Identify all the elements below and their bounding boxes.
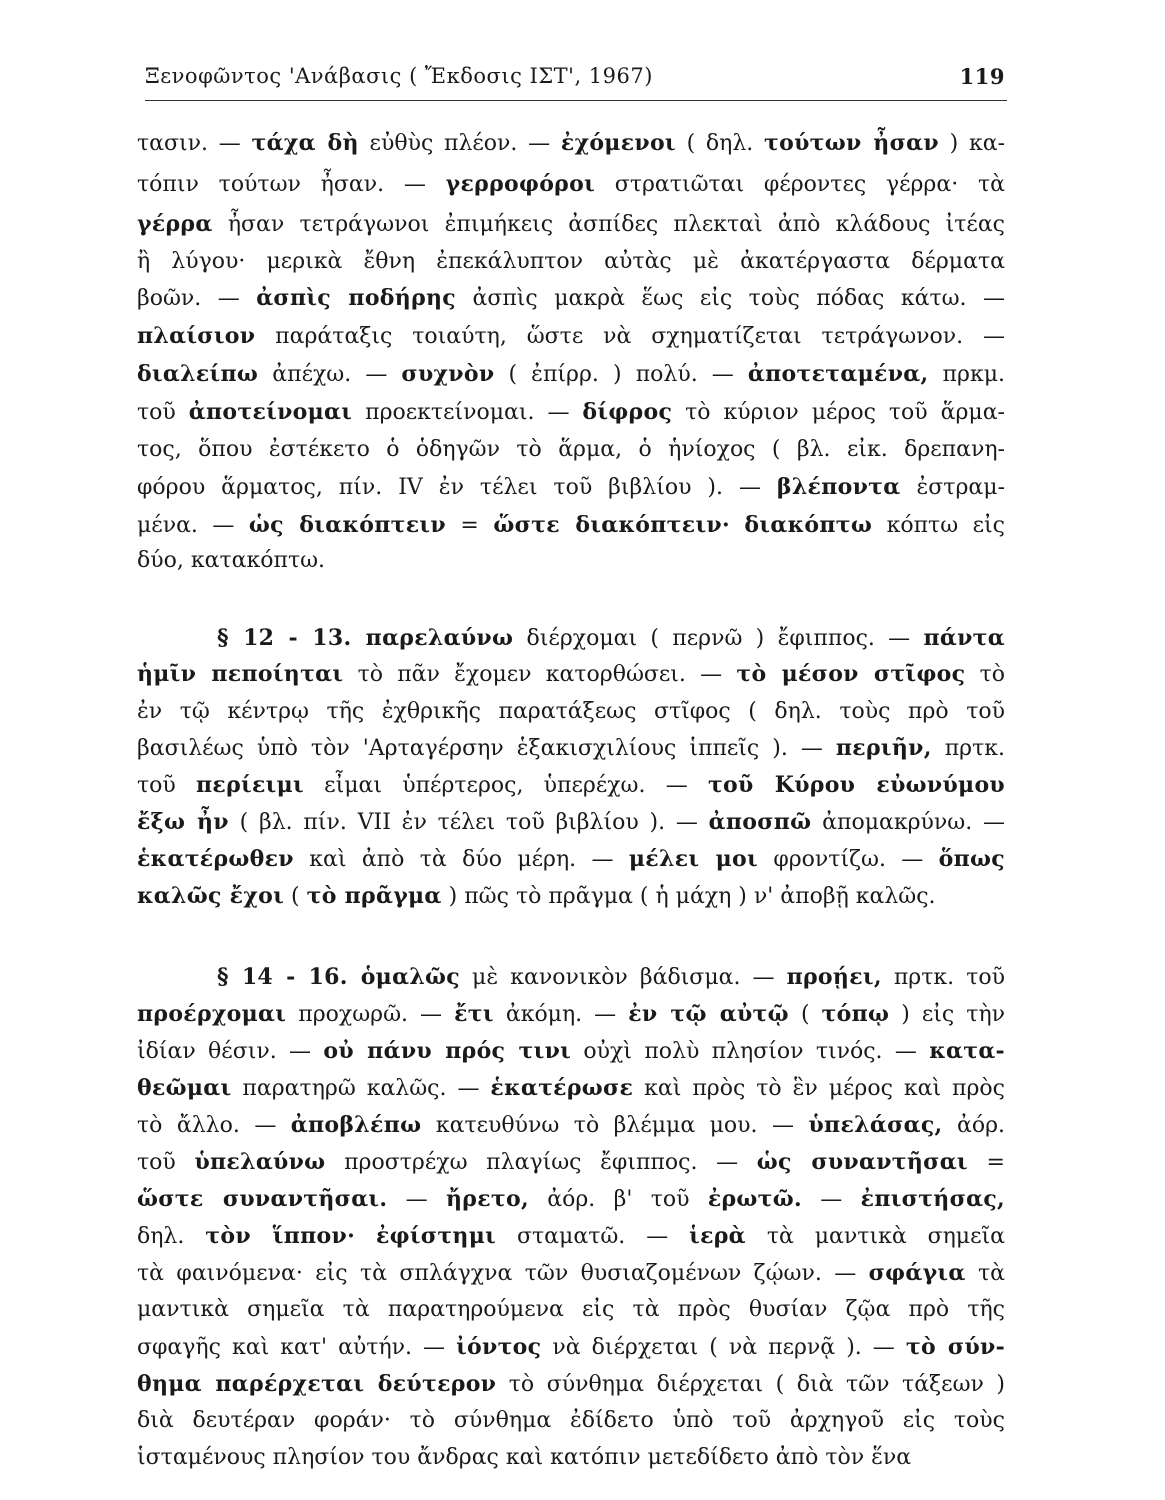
lemma-term: ἐν τῷ αὐτῷ	[628, 1001, 789, 1027]
lemma-term: § 14 - 16. ὁμαλῶς	[217, 964, 460, 990]
page-number: 119	[959, 64, 1005, 89]
text-line	[137, 730, 1005, 766]
text-line	[137, 996, 1005, 1032]
text-line	[137, 841, 1005, 877]
gloss-text: πρτκ.	[931, 736, 1005, 761]
lemma-term: ἐπιστήσας,	[860, 1186, 1005, 1212]
gloss-text: ἱσταμένους πλησίον του ἄνδρας καὶ κατόπιν μετεδίδετο ἀπὸ τὸν ἕνα	[137, 1445, 912, 1470]
lemma-term: ἀποσπῶ	[708, 809, 812, 835]
text-line	[137, 543, 1005, 579]
gloss-text: σφαγῆς καὶ κατ' αὐτήν. —	[137, 1335, 457, 1360]
gloss-text: δύο, κατακόπτω.	[137, 548, 326, 573]
lemma-term: ἔτι	[454, 1001, 494, 1027]
gloss-text: μένα. —	[137, 513, 249, 538]
gloss-text: ἐστραμ-	[900, 475, 1005, 500]
gloss-text: τὸ σύνθημα διέρχεται ( διὰ τῶν τάξεων )	[496, 1372, 1005, 1397]
text-line	[137, 694, 1005, 730]
gloss-text: μαντικὰ σημεῖα τὰ παρατηρούμενα εἰς τὰ πρὸς θυσίαν ζῷα πρὸ τῆς	[137, 1297, 1005, 1322]
text-line	[137, 1070, 1005, 1106]
gloss-text: (	[788, 1002, 822, 1027]
lemma-term: ἑκατέρωσε	[490, 1075, 634, 1101]
text-line	[137, 1181, 1005, 1217]
text-line	[137, 356, 1005, 392]
lemma-term: πλαίσιον	[137, 323, 256, 349]
gloss-text: δηλ.	[137, 1224, 206, 1249]
text-line	[137, 1292, 1005, 1328]
lemma-term: ὑπελάσας,	[808, 1112, 943, 1138]
lemma-term: τὸν ἵππον·	[205, 1223, 356, 1249]
lemma-term: διακόπτω	[744, 512, 873, 538]
gloss-text: τοῦ	[137, 400, 189, 425]
lemma-term: θημα παρέρχεται δεύτερον	[137, 1371, 497, 1397]
gloss-text: φροντίζω. —	[757, 847, 939, 872]
text-line	[137, 507, 1005, 543]
lemma-term: ἀποτεταμένα,	[747, 361, 929, 387]
lemma-term: § 12 - 13. παρελαύνω	[217, 625, 514, 651]
gloss-text: διέρχομαι ( περνῶ ) ἔφιππος. —	[513, 626, 924, 651]
gloss-text: τόπιν τούτων ἦσαν. —	[137, 172, 446, 197]
text-line	[137, 767, 1005, 803]
gloss-text: τοῦ	[137, 773, 197, 798]
lemma-term: διαλείπω	[137, 361, 259, 387]
gloss-text: τασιν. —	[137, 131, 252, 156]
lemma-term: ἤρετο,	[446, 1186, 529, 1212]
lemma-term: τόπῳ	[821, 1001, 890, 1027]
text-line	[137, 280, 1005, 316]
gloss-text: εὐθὺς πλέον. —	[358, 131, 561, 156]
gloss-text: =	[967, 1150, 1005, 1175]
gloss-text: προστρέχω πλαγίως ἔφιππος. —	[325, 1150, 757, 1175]
text-line	[137, 804, 1005, 840]
text-line	[137, 244, 1005, 280]
gloss-text: ) εἰς τὴν	[889, 1002, 1005, 1027]
text-line	[137, 1218, 1005, 1254]
gloss-text: διὰ δευτέραν φοράν· τὸ σύνθημα ἐδίδετο ὑπὸ τοῦ ἀρχηγοῦ εἰς τοὺς	[137, 1408, 1005, 1433]
text-line	[137, 1144, 1005, 1180]
text-line	[137, 206, 1005, 242]
gloss-text: φόρου ἅρματος, πίν. IV ἐν τέλει τοῦ βιβλίου ). —	[137, 475, 777, 500]
lemma-term: ὡς συναντῆσαι	[756, 1149, 968, 1175]
text-line	[137, 1440, 1005, 1476]
lemma-term: καλῶς ἔχοι	[137, 883, 285, 909]
text-line	[137, 959, 1005, 995]
gloss-text: ἦσαν τετράγωνοι ἐπιμήκεις ἀσπίδες πλεκταὶ ἀπὸ κλάδους ἰτέας	[212, 212, 1005, 237]
gloss-text: —	[387, 1187, 446, 1212]
lemma-term: περιῆν,	[835, 735, 932, 761]
text-line	[137, 394, 1005, 430]
lemma-term: τὸ πρᾶγμα	[306, 883, 442, 909]
gloss-text: —	[801, 1187, 861, 1212]
gloss-text: προεκτείνομαι. —	[352, 400, 583, 425]
text-line	[137, 432, 1005, 468]
text-line	[137, 1403, 1005, 1439]
gloss-text: τοῦ	[137, 1150, 195, 1175]
gloss-text: πρτκ. τοῦ	[881, 965, 1005, 990]
gloss-text: τὸ πᾶν ἔχομεν κατορθώσει. —	[343, 662, 737, 687]
lemma-term: γερροφόροι	[445, 171, 596, 197]
lemma-term: δίφρος	[582, 399, 673, 425]
gloss-text: (	[284, 884, 307, 909]
lemma-term: ἐφίστημι	[375, 1223, 497, 1249]
lemma-term: ἔξω ἦν	[137, 809, 229, 835]
gloss-text: ( βλ. πίν. VII ἐν τέλει τοῦ βιβλίου ). —	[228, 810, 709, 835]
text-line	[137, 1255, 1005, 1291]
lemma-term: μέλει μοι	[628, 846, 758, 872]
gloss-text: ( ἐπίρρ. ) πολύ. —	[494, 362, 748, 387]
lemma-term: ἀποτείνομαι	[188, 399, 353, 425]
running-header	[145, 58, 1007, 101]
gloss-text: ) πῶς τὸ πρᾶγμα ( ἡ μάχη ) ν' ἀποβῇ καλῶς.	[441, 884, 936, 909]
text-line	[137, 125, 1005, 161]
lemma-term: ἀποβλέπω	[290, 1112, 422, 1138]
gloss-text: σταματῶ. —	[496, 1224, 690, 1249]
text-line	[137, 166, 1005, 202]
lemma-term: περίειμι	[196, 772, 304, 798]
lemma-term: πάντα	[923, 625, 1005, 651]
lemma-term: ὡς διακόπτειν	[248, 512, 446, 538]
lemma-term: προέρχομαι	[137, 1001, 287, 1027]
gloss-text: ἐν τῷ κέντρῳ τῆς ἐχθρικῆς παρατάξεως στῖφος ( δηλ. τοὺς πρὸ τοῦ	[137, 699, 1005, 724]
gloss-text: τὰ φαινόμενα· εἰς τὰ σπλάγχνα τῶν θυσιαζομένων ζῴων. —	[137, 1261, 869, 1286]
gloss-text: οὐχὶ πολὺ πλησίον τινός. —	[571, 1039, 930, 1064]
lemma-term: θεῶμαι	[137, 1075, 232, 1101]
gloss-text: ( δηλ.	[675, 131, 765, 156]
gloss-text: τὰ	[965, 1261, 1005, 1286]
lemma-term: ὥστε συναντῆσαι.	[137, 1186, 388, 1212]
gloss-text: κόπτω εἰς	[872, 513, 1005, 538]
gloss-text: ἀσπὶς μακρὰ ἕως εἰς τοὺς πόδας κάτω. —	[456, 286, 1005, 311]
text-line	[137, 318, 1005, 354]
text-line	[137, 1033, 1005, 1069]
text-line	[137, 878, 1005, 914]
lemma-term: ἐχόμενοι	[560, 130, 676, 156]
lemma-term: ἱερὰ	[689, 1223, 746, 1249]
lemma-term: κατα-	[929, 1038, 1005, 1064]
gloss-text: ἀόρ.	[942, 1113, 1005, 1138]
gloss-text: τος, ὅπου ἐστέκετο ὁ ὁδηγῶν τὸ ἅρμα, ὁ ἡνίοχος ( βλ. εἰκ. δρεπανη-	[137, 437, 1005, 462]
gloss-text: νὰ διέρχεται ( νὰ περνᾷ ). —	[541, 1335, 906, 1360]
lemma-term: ἰόντος	[456, 1334, 542, 1360]
lemma-term: προῄει,	[786, 964, 882, 990]
lemma-term: βλέποντα	[776, 474, 901, 500]
lemma-term: ἐρωτῶ.	[707, 1186, 802, 1212]
gloss-text: κατευθύνω τὸ βλέμμα μου. —	[421, 1113, 809, 1138]
lemma-term: ἑκατέρωθεν	[137, 846, 294, 872]
lemma-term: ἀσπὶς ποδήρης	[256, 285, 456, 311]
gloss-text: πρκμ.	[928, 362, 1005, 387]
gloss-text: ἀπέχω. —	[258, 362, 402, 387]
text-line	[137, 1366, 1005, 1402]
lemma-term: τάχα δὴ	[251, 130, 359, 156]
gloss-text: βασιλέως ὑπὸ τὸν 'Αρταγέρσην ἑξακισχιλίους ἱππεῖς ). —	[137, 736, 836, 761]
text-line	[137, 1107, 1005, 1143]
gloss-text: ἀόρ. β' τοῦ	[528, 1187, 708, 1212]
gloss-text: προχωρῶ. —	[286, 1002, 455, 1027]
lemma-term: τὸ σύν-	[905, 1334, 1005, 1360]
gloss-text	[730, 513, 745, 538]
text-line	[137, 620, 1005, 656]
gloss-text: ) κα-	[938, 131, 1005, 156]
text-line	[137, 1329, 1005, 1365]
lemma-term: οὐ πάνυ πρός τινι	[323, 1038, 572, 1064]
gloss-text: ἢ λύγου· μερικὰ ἔθνη ἐπεκάλυπτον αὐτὰς μὲ ἀκατέργαστα δέρματα	[137, 249, 1005, 274]
text-line	[137, 469, 1005, 505]
gloss-text: τὰ μαντικὰ σημεῖα	[745, 1224, 1005, 1249]
gloss-text: ἀκόμη. —	[493, 1002, 629, 1027]
lemma-term: γέρρα	[137, 211, 213, 237]
gloss-text: τὸ	[965, 662, 1005, 687]
lemma-term: ὅπως	[938, 846, 1005, 872]
lemma-term: συχνὸν	[401, 361, 495, 387]
gloss-text: τὸ ἄλλο. —	[137, 1113, 291, 1138]
gloss-text: ἀπομακρύνω. —	[811, 810, 1005, 835]
gloss-text: στρατιῶται φέροντες γέρρα· τὰ	[595, 172, 1005, 197]
lemma-term: τὸ μέσον στῖφος	[736, 661, 966, 687]
lemma-term: ὥστε διακόπτειν·	[493, 512, 730, 538]
gloss-text: καὶ ἀπὸ τὰ δύο μέρη. —	[293, 847, 629, 872]
gloss-text	[355, 1224, 376, 1249]
lemma-term: ὑπελαύνω	[194, 1149, 326, 1175]
gloss-text: μὲ κανονικὸν βάδισμα. —	[460, 965, 787, 990]
gloss-text: ἰδίαν θέσιν. —	[137, 1039, 324, 1064]
lemma-term: ἡμῖν πεποίηται	[137, 661, 344, 687]
gloss-text: παρατηρῶ καλῶς. —	[231, 1076, 491, 1101]
lemma-term: τοῦ Κύρου εὐωνύμου	[707, 772, 1005, 798]
text-line	[137, 656, 1005, 692]
gloss-text: καὶ πρὸς τὸ ἓν μέρος καὶ πρὸς	[633, 1076, 1005, 1101]
gloss-text: παράταξις τοιαύτη, ὥστε νὰ σχηματίζεται τετράγωνον. —	[255, 324, 1005, 349]
header-title: Ξενοφῶντος 'Ανάβασις ( Ἔκδοσις ΙΣΤ', 1967)	[145, 64, 653, 88]
gloss-text: βοῶν. —	[137, 286, 257, 311]
gloss-text: εἶμαι ὑπέρτερος, ὑπερέχω. —	[303, 773, 708, 798]
lemma-term: σφάγια	[868, 1260, 966, 1286]
gloss-text: τὸ κύριον μέρος τοῦ ἅρμα-	[672, 400, 1005, 425]
lemma-term: τούτων ἦσαν	[764, 130, 939, 156]
gloss-text: =	[445, 513, 494, 538]
